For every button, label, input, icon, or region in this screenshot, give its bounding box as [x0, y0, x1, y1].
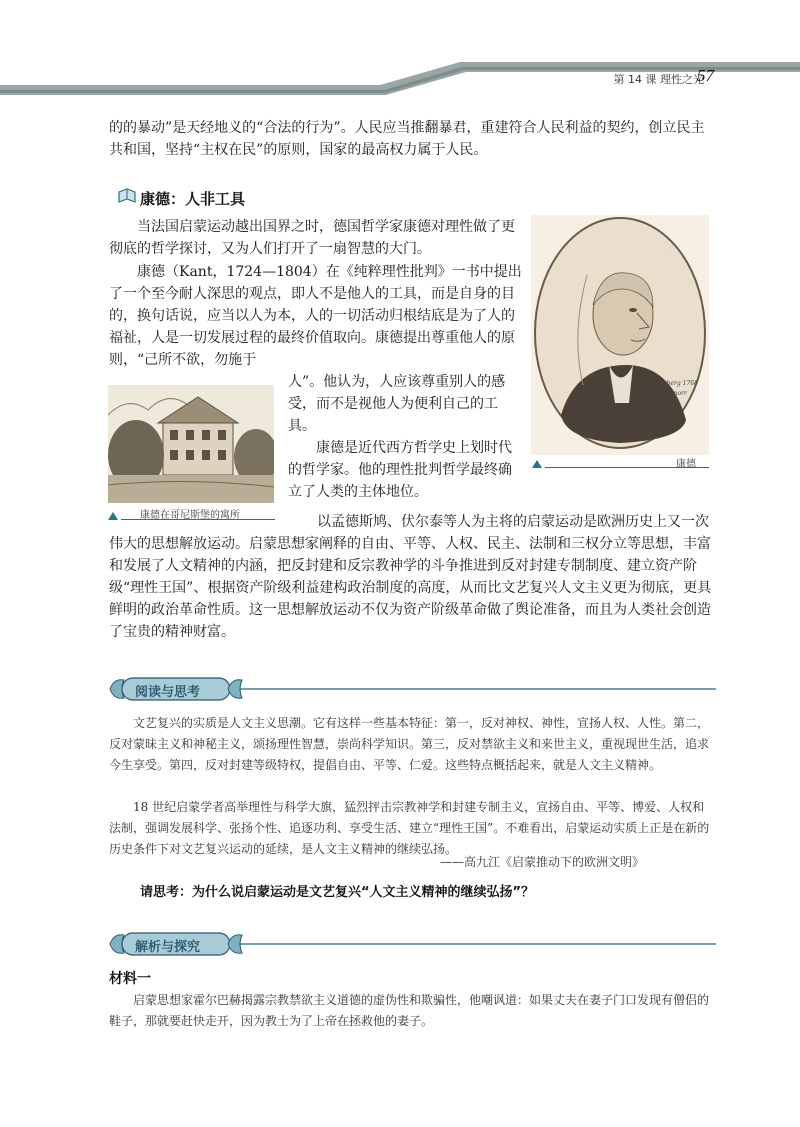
lesson-title: 第 14 课 理性之光: [613, 73, 704, 86]
house-caption: 康德在哥尼斯堡的寓所: [140, 510, 240, 521]
kant-paragraph-2: 康德（Kant，1724—1804）在《纯粹理性批判》一书中提出了一个至今耐人深思的观点，即人不是他人的工具，而是自身的目的，换句话说，应当以人为本，人的一切活动归根结底是为了人的福祉，人是一切发展过程的最终价值取向。康德提出尊重他人的原则，“己所不欲，勿施于: [109, 264, 522, 368]
kant-paragraph-3: 康德是近代西方哲学史上划时代的哲学家。他的理性批判哲学最终确立了人类的主体地位。: [288, 440, 512, 500]
reading-paragraph-2: 18 世纪启蒙学者高举理性与科学大旗，猛烈抨击宗教神学和封建专制主义，宣扬自由、平等、博爱、人权和法制，强调发展科学、张扬个性、追逐功利、享受生活、建立“理性王国”。不难看出，启蒙运动实质上正是在新的历史条件下对文艺复兴运动的延续，是人文主义精神的继续弘扬。: [109, 800, 710, 856]
enlightenment-paragraph: 以孟德斯鸠、伏尔泰等人为主将的启蒙运动是欧洲历史上又一次伟大的思想解放运动。启蒙思想家阐释的自由、平等、人权、民主、法制和三权分立等思想，丰富和发展了人文精神的内涵，把反封建和反宗教神学的斗争推进到反对封建专制制度、建立资产阶级“理性王国”、根据资产阶级利益建构政治制度的高度，从而比文艺复兴人文主义更为彻底，更具鲜明的政治革命性质。这一思想解放运动不仅为资产阶级革命做了舆论准备，而且为人类社会创造了宝贵的精神财富。: [109, 514, 712, 640]
reading-source: ——高九江《启蒙推动下的欧洲文明》: [440, 855, 645, 869]
portrait-caption: 康德: [676, 459, 696, 470]
section-title: 康德：人非工具: [140, 190, 246, 208]
intro-paragraph: 的的暴动”是天经地义的“合法的行为”。人民应当推翻暴君，重建符合人民利益的契约，创立民主共和国，坚持“主权在民”的原则，国家的最高权力属于人民。: [109, 120, 705, 158]
svg-text:V.H. Schnorr: V.H. Schnorr: [648, 390, 687, 397]
kant-paragraph-1: 当法国启蒙运动越出国界之时，德国哲学家康德对理性做了更彻底的哲学探讨，又为人们打开了一扇智慧的大门。: [109, 219, 515, 257]
kant-paragraph-2-continued: 人”。他认为，人应该尊重别人的感受，而不是视他人为便利自己的工具。: [288, 374, 506, 434]
reading-question: 请思考：为什么说启蒙运动是文艺复兴“人文主义精神的继续弘扬”？: [140, 885, 535, 900]
kant-portrait: [531, 215, 709, 455]
page-number: 57: [697, 66, 714, 85]
analysis-title: 解析与探究: [135, 940, 201, 955]
reading-title: 阅读与思考: [135, 685, 201, 700]
material-text: 启蒙思想家霍尔巴赫揭露宗教禁欲主义道德的虚伪性和欺骗性，他嘲讽道：如果丈夫在妻子门口发现有僧侣的鞋子，那就要赶快走开，因为教士为了上帝在拯救他的妻子。: [109, 993, 710, 1028]
reading-paragraph-1: 文艺复兴的实质是人文主义思潮。它有这样一些基本特征：第一，反对神权、神性，宣扬人权、人性。第二，反对蒙昧主义和神秘主义，颂扬理性智慧，崇尚科学知识。第三，反对禁欲主义和来世主义，重视现世生活，追求今生享受。第四，反对封建等级特权，提倡自由、平等、仁爱。这些特点概括起来，就是人文主义精神。: [109, 716, 710, 772]
svg-text:Königsberg 1768: Königsberg 1768: [646, 380, 698, 387]
material-title: 材料一: [109, 971, 151, 987]
book-icon: [117, 187, 137, 205]
kant-house-illustration: [108, 385, 274, 503]
caption-marker-icon: [532, 460, 542, 468]
